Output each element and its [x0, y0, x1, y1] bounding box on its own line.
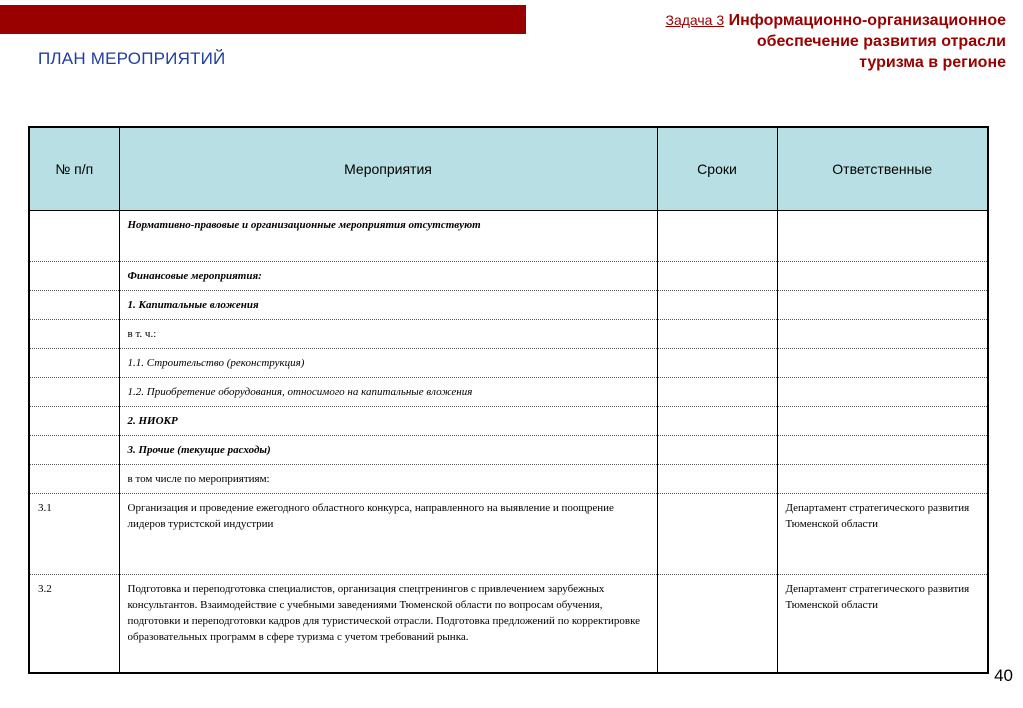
row-event: в том числе по мероприятиям: — [119, 465, 657, 494]
row-responsible — [777, 349, 988, 378]
row-number — [29, 407, 119, 436]
column-header-number: № п/п — [29, 127, 119, 211]
row-number — [29, 262, 119, 291]
row-number — [29, 349, 119, 378]
row-event: 1.1. Строительство (реконструкция) — [119, 349, 657, 378]
row-number — [29, 436, 119, 465]
row-responsible — [777, 320, 988, 349]
row-number — [29, 378, 119, 407]
table-row — [29, 211, 988, 262]
task-title-line-2: обеспечение развития отрасли — [756, 33, 1006, 50]
row-responsible — [777, 465, 988, 494]
row-event: Финансовые мероприятия: — [119, 262, 657, 291]
column-header-responsible: Ответственные — [777, 127, 988, 211]
header-accent-bar — [0, 5, 526, 34]
table-row — [29, 262, 988, 291]
row-term — [657, 262, 777, 291]
column-header-terms: Сроки — [657, 127, 777, 211]
task-label[interactable]: Задача 3 — [665, 12, 725, 28]
row-number: 3.1 — [29, 494, 119, 575]
table-row — [29, 349, 988, 378]
page-number: 40 — [994, 666, 1013, 685]
row-term — [657, 407, 777, 436]
row-event: 2. НИОКР — [119, 407, 657, 436]
row-term — [657, 378, 777, 407]
row-responsible — [777, 291, 988, 320]
table-row — [29, 291, 988, 320]
row-term — [657, 436, 777, 465]
table-row — [29, 320, 988, 349]
table-header-row — [29, 127, 988, 211]
row-responsible — [777, 262, 988, 291]
table-row — [29, 436, 988, 465]
row-event: 1. Капитальные вложения — [119, 291, 657, 320]
column-header-events: Мероприятия — [119, 127, 657, 211]
page-title: ПЛАН МЕРОПРИЯТИЙ — [38, 49, 226, 68]
task-title-line-1: Информационно-организационное — [728, 12, 1006, 29]
row-event: 3. Прочие (текущие расходы) — [119, 436, 657, 465]
events-plan-table — [28, 126, 989, 674]
row-event: в т. ч.: — [119, 320, 657, 349]
row-term — [657, 575, 777, 673]
row-responsible: Департамент стратегического развития Тюменской области — [777, 575, 988, 673]
table-row — [29, 378, 988, 407]
row-term — [657, 494, 777, 575]
row-term — [657, 465, 777, 494]
task-title-line-3: туризма в регионе — [859, 54, 1006, 71]
row-responsible — [777, 211, 988, 262]
row-number — [29, 211, 119, 262]
row-event: 1.2. Приобретение оборудования, относимого на капитальные вложения — [119, 378, 657, 407]
row-number — [29, 320, 119, 349]
task-heading — [586, 10, 1006, 73]
table-row — [29, 465, 988, 494]
row-term — [657, 291, 777, 320]
table-row — [29, 407, 988, 436]
row-responsible: Департамент стратегического развития Тюменской области — [777, 494, 988, 575]
row-event: Организация и проведение ежегодного областного конкурса, направленного на выявление и поощрение лидеров туристской индустрии — [119, 494, 657, 575]
row-responsible — [777, 436, 988, 465]
table-row — [29, 494, 988, 575]
row-number — [29, 291, 119, 320]
row-event: Подготовка и переподготовка специалистов, организация спецтренингов с привлечением зарубежных консультантов. Взаимодействие с учебными заведениями Тюменской области по вопросам обучения, подготовки и переподготовки кадров для туристической отрасли. Подготовка предложений по корректировке образовательных программ в сфере туризма с учетом требований рынка. — [119, 575, 657, 673]
row-number: 3.2 — [29, 575, 119, 673]
row-event: Нормативно-правовые и организационные мероприятия отсутствуют — [119, 211, 657, 262]
row-term — [657, 349, 777, 378]
row-number — [29, 465, 119, 494]
row-term — [657, 211, 777, 262]
row-responsible — [777, 378, 988, 407]
row-term — [657, 320, 777, 349]
table-row — [29, 575, 988, 673]
row-responsible — [777, 407, 988, 436]
